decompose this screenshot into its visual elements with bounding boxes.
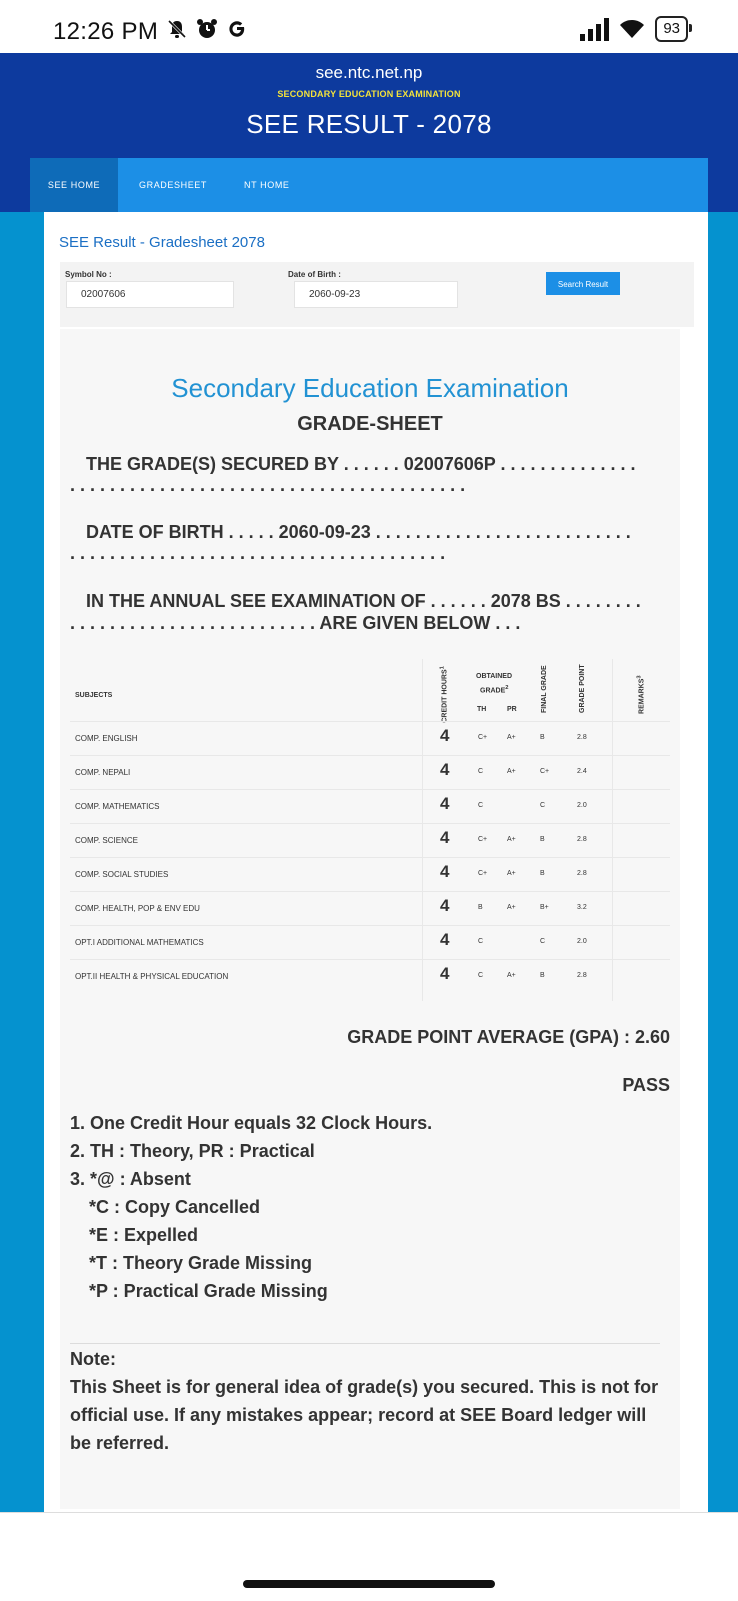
th-grade: C+ bbox=[478, 870, 488, 877]
gradesheet-title: GRADE-SHEET bbox=[297, 413, 443, 435]
gpa-summary: GRADE POINT AVERAGE (GPA) : 2.60 bbox=[347, 1027, 670, 1047]
point-grade: 3.2 bbox=[577, 904, 587, 911]
dob-label: Date of Birth : bbox=[288, 270, 341, 279]
legend-item: *P : Practical Grade Missing bbox=[89, 1281, 328, 1301]
symbol-input[interactable] bbox=[66, 281, 234, 308]
secured-by-dots: . . . . . . . . . . . . . . . . . . . . . . . . . . . . . . . . . . . . . . . . bbox=[70, 475, 466, 495]
nav-nt-home[interactable]: NT HOME bbox=[244, 180, 290, 190]
search-result-button[interactable]: Search Result bbox=[546, 272, 620, 295]
credit-hours: 4 bbox=[440, 930, 450, 949]
subject-name: COMP. SCIENCE bbox=[75, 836, 138, 845]
exam-year-line: IN THE ANNUAL SEE EXAMINATION OF . . . . . . 2078 BS . . . . . . . . bbox=[86, 591, 641, 611]
symbol-label: Symbol No : bbox=[65, 270, 112, 279]
th-grade: C+ bbox=[478, 836, 488, 843]
subject-name: COMP. HEALTH, POP & ENV EDU bbox=[75, 904, 200, 913]
table-row bbox=[70, 891, 670, 926]
home-indicator[interactable] bbox=[243, 1580, 495, 1588]
battery-indicator: 93 bbox=[655, 16, 688, 42]
legend bbox=[70, 1109, 432, 1305]
dob-input[interactable] bbox=[294, 281, 458, 308]
th-grade: C bbox=[478, 972, 484, 979]
given-below-line: . . . . . . . . . . . . . . . . . . . . . . . . . ARE GIVEN BELOW . . . bbox=[70, 613, 521, 633]
table-row bbox=[70, 959, 670, 994]
col-final-grade: FINAL GRADE bbox=[541, 665, 548, 713]
legend-item: 3. *@ : Absent bbox=[70, 1169, 191, 1189]
credit-hours: 4 bbox=[440, 862, 450, 881]
credit-hours: 4 bbox=[440, 760, 450, 779]
main-nav bbox=[30, 158, 708, 212]
final-grade: C bbox=[540, 938, 546, 945]
point-grade: 2.0 bbox=[577, 938, 587, 945]
col-subjects: SUBJECTS bbox=[75, 692, 113, 699]
th-grade: C bbox=[478, 768, 484, 775]
subject-name: COMP. SOCIAL STUDIES bbox=[75, 870, 169, 879]
grade-sheet bbox=[60, 329, 680, 1509]
credit-hours: 4 bbox=[440, 896, 450, 915]
result-status: PASS bbox=[622, 1075, 670, 1095]
wifi-icon bbox=[619, 18, 645, 40]
table-row bbox=[70, 789, 670, 824]
subject-name: COMP. NEPALI bbox=[75, 768, 131, 777]
secured-by-line: THE GRADE(S) SECURED BY . . . . . . 02007606P . . . . . . . . . . . . . . bbox=[86, 454, 636, 474]
page-breadcrumb: SEE Result - Gradesheet 2078 bbox=[59, 234, 265, 251]
status-bar bbox=[0, 0, 738, 53]
point-grade: 2.8 bbox=[577, 836, 587, 843]
final-grade: B bbox=[540, 836, 545, 843]
th-grade: C bbox=[478, 802, 484, 809]
signal-icon bbox=[580, 17, 609, 41]
th-grade: C bbox=[478, 938, 484, 945]
pr-grade: A+ bbox=[507, 734, 516, 741]
pr-grade: A+ bbox=[507, 904, 516, 911]
final-grade: B bbox=[540, 734, 545, 741]
subject-name: COMP. MATHEMATICS bbox=[75, 802, 160, 811]
point-grade: 2.8 bbox=[577, 972, 587, 979]
divider bbox=[70, 1343, 660, 1344]
point-grade: 2.8 bbox=[577, 870, 587, 877]
status-time: 12:26 PM bbox=[53, 18, 159, 45]
table-row bbox=[70, 857, 670, 892]
alarm-icon bbox=[196, 18, 218, 40]
final-grade: B bbox=[540, 972, 545, 979]
subject-name: OPT.I ADDITIONAL MATHEMATICS bbox=[75, 938, 204, 947]
content-panel bbox=[44, 212, 708, 1512]
status-icons bbox=[166, 18, 248, 40]
legend-item: 2. TH : Theory, PR : Practical bbox=[70, 1141, 315, 1161]
legend-item: 1. One Credit Hour equals 32 Clock Hours. bbox=[70, 1113, 433, 1133]
note-heading: Note: bbox=[70, 1349, 116, 1369]
th-grade: B bbox=[478, 904, 483, 911]
point-grade: 2.0 bbox=[577, 802, 587, 809]
header-title: SEE RESULT - 2078 bbox=[246, 109, 492, 139]
note-text: This Sheet is for general idea of grade(s) you secured. This is not for official use. If any mistakes appear; record at SEE Board ledger will be referred. bbox=[70, 1377, 659, 1453]
legend-item: *T : Theory Grade Missing bbox=[89, 1253, 313, 1273]
subject-name: OPT.II HEALTH & PHYSICAL EDUCATION bbox=[75, 972, 229, 981]
pr-grade: A+ bbox=[507, 870, 516, 877]
col-credit-hours: CREDIT HOURS$^1$ bbox=[439, 666, 449, 723]
col-grade-point: GRADE POINT bbox=[579, 664, 586, 713]
point-grade: 2.4 bbox=[577, 768, 587, 775]
credit-hours: 4 bbox=[440, 828, 450, 847]
dob-dots: . . . . . . . . . . . . . . . . . . . . . . . . . . . . . . . . . . . . . . bbox=[70, 543, 446, 563]
col-grade: GRADE$^2$ bbox=[480, 685, 509, 695]
table-row bbox=[70, 925, 670, 960]
credit-hours: 4 bbox=[440, 964, 450, 983]
nav-see-home[interactable]: SEE HOME bbox=[30, 158, 118, 212]
credit-hours: 4 bbox=[440, 726, 450, 745]
google-icon bbox=[226, 18, 248, 40]
exam-title: Secondary Education Examination bbox=[171, 373, 569, 403]
pr-grade: A+ bbox=[507, 972, 516, 979]
th-grade: C+ bbox=[478, 734, 488, 741]
credit-hours: 4 bbox=[440, 794, 450, 813]
table-row bbox=[70, 721, 670, 756]
pr-grade: A+ bbox=[507, 836, 516, 843]
site-url: see.ntc.net.np bbox=[315, 63, 423, 82]
nav-gradesheet[interactable]: GRADESHEET bbox=[139, 180, 208, 190]
final-grade: B bbox=[540, 870, 545, 877]
pr-grade: A+ bbox=[507, 768, 516, 775]
dob-line: DATE OF BIRTH . . . . . 2060-09-23 . . . . . . . . . . . . . . . . . . . . . . . . . . bbox=[86, 522, 631, 542]
legend-item: *C : Copy Cancelled bbox=[89, 1197, 261, 1217]
col-th: TH bbox=[477, 706, 487, 713]
search-form bbox=[60, 262, 694, 327]
table-row bbox=[70, 755, 670, 790]
subject-name: COMP. ENGLISH bbox=[75, 734, 138, 743]
point-grade: 2.8 bbox=[577, 734, 587, 741]
final-grade: B+ bbox=[540, 904, 549, 911]
bell-off-icon bbox=[166, 18, 188, 40]
table-row bbox=[70, 823, 670, 858]
col-pr: PR bbox=[507, 706, 517, 713]
col-remarks: REMARKS$^3$ bbox=[636, 675, 646, 714]
header-subtitle: SECONDARY EDUCATION EXAMINATION bbox=[277, 89, 461, 99]
legend-item: *E : Expelled bbox=[89, 1225, 199, 1245]
col-obtained: OBTAINED bbox=[476, 673, 513, 680]
final-grade: C+ bbox=[540, 768, 550, 775]
final-grade: C bbox=[540, 802, 546, 809]
status-right bbox=[580, 16, 688, 42]
